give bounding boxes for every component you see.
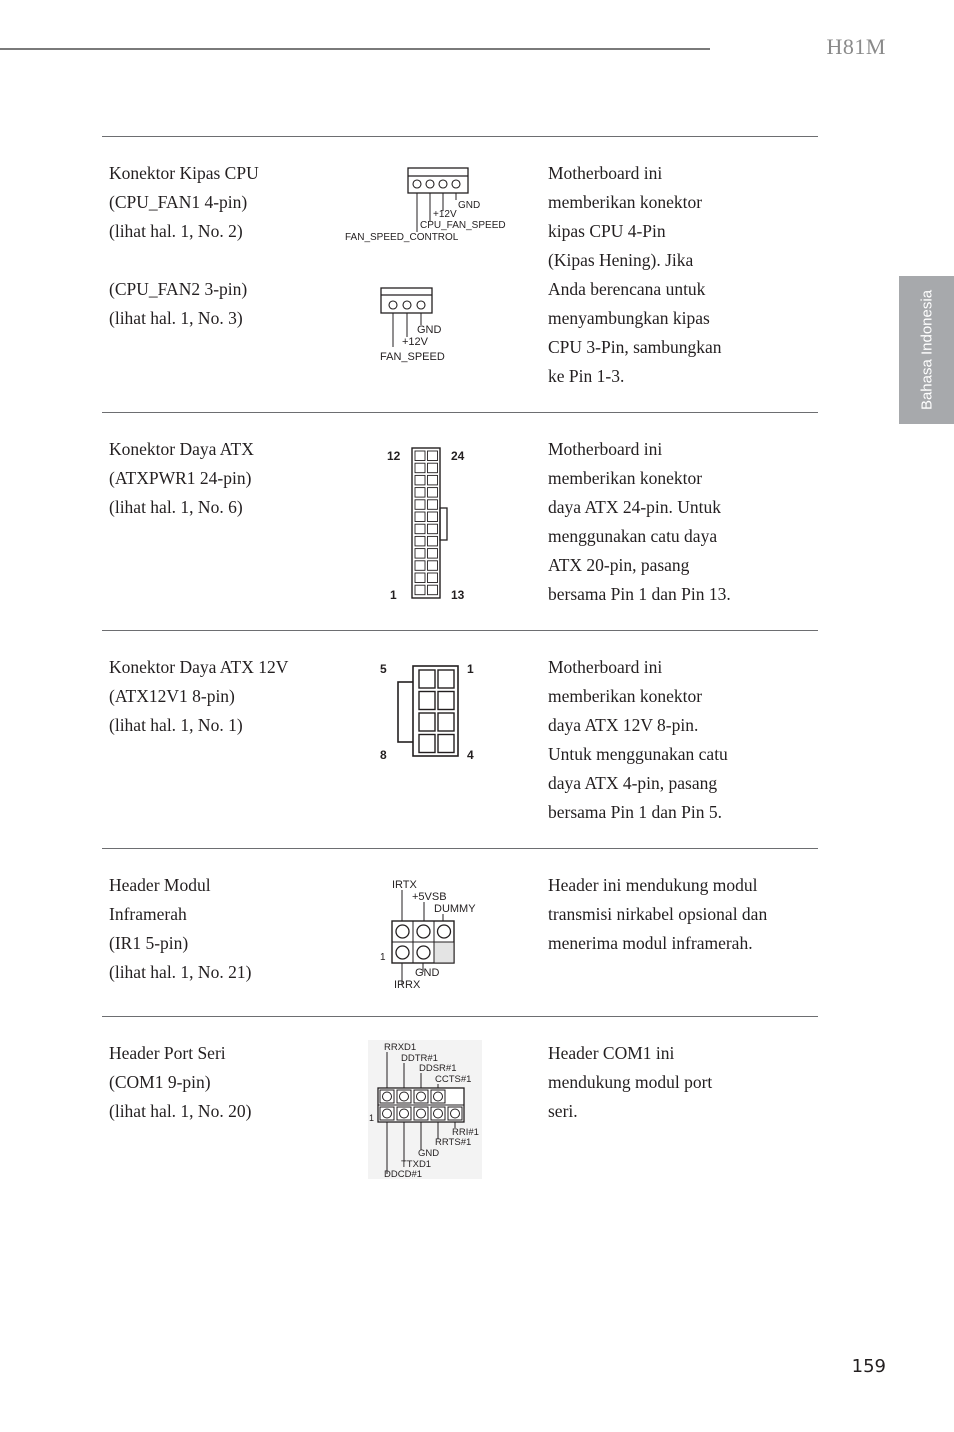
pin-label: +12V xyxy=(433,209,457,220)
description-line: menyambungkan kipas xyxy=(548,308,710,328)
description-line: daya ATX 24-pin. Untuk xyxy=(548,497,722,517)
description-line: Untuk menggunakan catu xyxy=(548,744,728,764)
description-line: Header ini mendukung modul xyxy=(548,875,758,895)
label-line: Header Modul xyxy=(109,875,211,895)
atx-24pin-pinout-diagram xyxy=(380,444,475,606)
atx24-pin-grid xyxy=(415,451,438,595)
pin-label: RRXD1 xyxy=(384,1042,417,1053)
pin-cell xyxy=(428,585,438,595)
section-rule xyxy=(102,412,818,413)
label-line: (ATX12V1 8-pin) xyxy=(109,686,235,706)
cpu-fan2-pinout-diagram xyxy=(376,285,476,365)
pin-cell xyxy=(415,524,425,534)
row-cpu-fan-label xyxy=(109,159,339,333)
pin-cell xyxy=(415,488,425,498)
pin-number: 1 xyxy=(369,1113,375,1123)
pin-label: GND xyxy=(417,324,442,336)
description-line: daya ATX 4-pin, pasang xyxy=(548,773,718,793)
pin-label: GND xyxy=(415,967,440,979)
description-line: menggunakan catu daya xyxy=(548,526,718,546)
pin-cell xyxy=(428,536,438,546)
label-line: (IR1 5-pin) xyxy=(109,933,189,953)
label-line: (lihat hal. 1, No. 1) xyxy=(109,715,243,735)
pin-cell xyxy=(428,488,438,498)
pin-number: 4 xyxy=(467,748,474,762)
pin-cell xyxy=(415,500,425,510)
pin-label: RRI#1 xyxy=(452,1127,479,1138)
row-serial-description xyxy=(548,1039,810,1126)
section-rule xyxy=(102,136,818,137)
label-line: (lihat hal. 1, No. 3) xyxy=(109,308,243,328)
description-line: memberikan konektor xyxy=(548,686,703,706)
label-line: (ATXPWR1 24-pin) xyxy=(109,468,252,488)
language-label: Bahasa Indonesia xyxy=(918,289,935,411)
pin-cell xyxy=(415,561,425,571)
description-line: ke Pin 1-3. xyxy=(548,366,625,386)
label-line: Konektor Daya ATX 12V xyxy=(109,657,289,677)
pin-label: DDTR#1 xyxy=(401,1053,438,1064)
pin-number: 13 xyxy=(451,588,465,602)
pin-label: +12V xyxy=(402,336,428,348)
description-line: Anda berencana untuk xyxy=(548,279,706,299)
description-line: memberikan konektor xyxy=(548,468,703,488)
pin-label: RRTS#1 xyxy=(435,1137,472,1148)
label-line: (CPU_FAN2 3-pin) xyxy=(109,279,248,299)
pin-label: CPU_FAN_SPEED xyxy=(420,220,506,231)
label-line: (COM1 9-pin) xyxy=(109,1072,211,1092)
label-line: Header Port Seri xyxy=(109,1043,226,1063)
row-cpu-fan-description xyxy=(548,159,810,391)
language-side-tab xyxy=(899,276,954,424)
pin-number: 8 xyxy=(380,748,387,762)
row-atx-12v-description xyxy=(548,653,810,827)
pin-cell xyxy=(428,549,438,559)
pin-label: DDCD#1 xyxy=(384,1169,423,1179)
description-line: Motherboard ini xyxy=(548,657,663,677)
description-line: ATX 20-pin, pasang xyxy=(548,555,690,575)
pin-cell xyxy=(415,585,425,595)
label-line: (CPU_FAN1 4-pin) xyxy=(109,192,248,212)
description-line: CPU 3-Pin, sambungkan xyxy=(548,337,722,357)
pin-label: FAN_SPEED_CONTROL xyxy=(345,232,459,243)
pin-label: GND xyxy=(418,1148,440,1159)
row-infrared-description xyxy=(548,871,818,958)
row-infrared-label xyxy=(109,871,339,987)
pin-cell xyxy=(415,549,425,559)
cpu-fan1-pinout-diagram xyxy=(340,162,515,244)
pin-cell xyxy=(428,475,438,485)
description-line: mendukung modul port xyxy=(548,1072,713,1092)
pin-label: IRRX xyxy=(394,979,421,991)
label-line: Konektor Kipas CPU xyxy=(109,163,259,183)
description-line: Motherboard ini xyxy=(548,439,663,459)
description-line: Header COM1 ini xyxy=(548,1043,675,1063)
pin-label: GND xyxy=(458,200,481,211)
ir-header-pinout-diagram xyxy=(378,876,488,992)
section-rule xyxy=(102,1016,818,1017)
label-line: Konektor Daya ATX xyxy=(109,439,254,459)
pin-label: +5VSB xyxy=(412,891,447,903)
section-rule xyxy=(102,848,818,849)
pin-cell xyxy=(428,500,438,510)
row-atx-12v-label xyxy=(109,653,339,740)
pin-cell xyxy=(428,573,438,583)
label-line: (lihat hal. 1, No. 20) xyxy=(109,1101,252,1121)
pin-cell xyxy=(415,475,425,485)
description-line: bersama Pin 1 dan Pin 13. xyxy=(548,584,731,604)
description-line: seri. xyxy=(548,1101,578,1121)
pin-number: 5 xyxy=(380,662,387,676)
pin-cell xyxy=(415,463,425,473)
row-atx-power-label xyxy=(109,435,339,522)
atx12v-8pin-pinout-diagram xyxy=(374,656,484,766)
pin-cell xyxy=(415,512,425,522)
description-line: transmisi nirkabel opsional dan xyxy=(548,904,768,924)
header-rule xyxy=(0,48,710,50)
description-line: bersama Pin 1 dan Pin 5. xyxy=(548,802,723,822)
pin-cell xyxy=(428,561,438,571)
label-line: (lihat hal. 1, No. 21) xyxy=(109,962,252,982)
pin-cell xyxy=(415,451,425,461)
pin-number: 1 xyxy=(467,662,474,676)
row-serial-label xyxy=(109,1039,339,1126)
description-line: daya ATX 12V 8-pin. xyxy=(548,715,699,735)
description-line: menerima modul inframerah. xyxy=(548,933,753,953)
description-line: Motherboard ini xyxy=(548,163,663,183)
pin-cell xyxy=(428,524,438,534)
description-line: memberikan konektor xyxy=(548,192,703,212)
page-number: 159 xyxy=(851,1356,886,1377)
row-atx-power-description xyxy=(548,435,810,609)
pin-label: TTXD1 xyxy=(401,1159,432,1170)
description-line: (Kipas Hening). Jika xyxy=(548,250,694,270)
pin-cell xyxy=(428,451,438,461)
label-line: (lihat hal. 1, No. 2) xyxy=(109,221,243,241)
pin-label: DDSR#1 xyxy=(419,1063,457,1074)
pin-number: 12 xyxy=(387,449,401,463)
label-line: (lihat hal. 1, No. 6) xyxy=(109,497,243,517)
pin-cell xyxy=(428,463,438,473)
pin-number: 1 xyxy=(390,588,397,602)
pin-label: CCTS#1 xyxy=(435,1074,472,1085)
pin-number: 1 xyxy=(380,952,386,963)
pin-label: FAN_SPEED xyxy=(380,351,445,363)
pin-label: DUMMY xyxy=(434,903,476,915)
model-title: H81M xyxy=(826,34,886,59)
section-rule xyxy=(102,630,818,631)
pin-number: 24 xyxy=(451,449,465,463)
description-line: kipas CPU 4-Pin xyxy=(548,221,666,241)
pin-cell xyxy=(415,573,425,583)
label-line: Inframerah xyxy=(109,904,187,924)
pin-label: IRTX xyxy=(392,879,417,891)
com1-header-pinout-diagram xyxy=(368,1040,483,1179)
pin-cell xyxy=(428,512,438,522)
pin-cell xyxy=(415,536,425,546)
